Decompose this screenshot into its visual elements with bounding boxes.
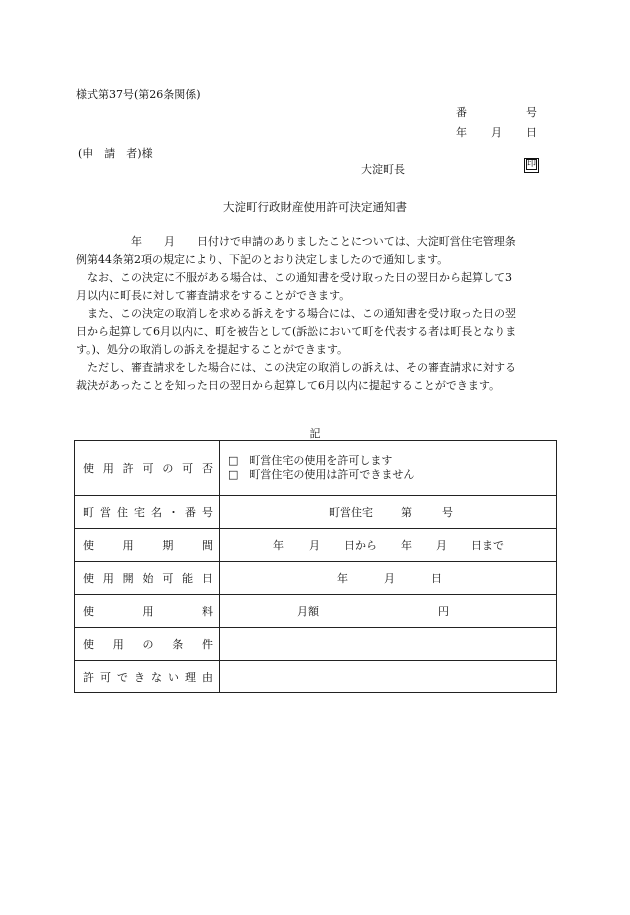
paragraph-line: なお、この決定に不服がある場合は、この通知書を受け取った日の翌日から起算して3 (76, 271, 512, 284)
form-number: 様式第37号(第26条関係) (76, 88, 201, 101)
period-end-day: 日まで (471, 539, 504, 552)
period-value (220, 529, 557, 562)
period-start-month: 月 (309, 539, 320, 552)
body-paragraph-4 (76, 359, 557, 395)
applicant-line: (申 請 者)様 (78, 147, 153, 160)
period-end-year: 年 (401, 539, 412, 552)
housing-label: 町営住宅 (329, 506, 373, 519)
paragraph-line: 裁決があったことを知った日の翌日から起算して6月以内に提起することができます。 (76, 379, 501, 392)
date-day-label: 日 (526, 126, 537, 139)
body-paragraph-2 (76, 269, 557, 305)
option-deny[interactable]: □ 町営住宅の使用は許可できません (228, 468, 415, 481)
table-row (75, 441, 557, 496)
date-year-label: 年 (456, 126, 467, 139)
fee-yen-label: 円 (438, 605, 449, 618)
housing-dai-label: 第 (401, 506, 412, 519)
row-label-permission (75, 441, 220, 496)
row-label-conditions (75, 628, 220, 661)
permission-options (220, 441, 557, 496)
document-title: 大淀町行政財産使用許可決定通知書 (223, 200, 407, 214)
fee-value (220, 595, 557, 628)
paragraph-line: ただし、審査請求をした場合には、この決定の取消しの訴えは、その審査請求に対する (76, 361, 516, 374)
row-label-period (75, 529, 220, 562)
row-label-denial-reason (75, 661, 220, 693)
period-start-day: 日から (344, 539, 377, 552)
row-label-start-date (75, 562, 220, 595)
housing-name-value (220, 496, 557, 529)
table-row (75, 661, 557, 693)
table-row (75, 562, 557, 595)
ki-heading: 記 (309, 427, 321, 440)
label-chars: 許 可 で き な い 理 由 (83, 670, 213, 684)
conditions-value[interactable] (220, 628, 557, 661)
label-chars: 使 用 開 始 可 能 日 (83, 572, 213, 585)
option-permit[interactable]: □ 町営住宅の使用を許可します (228, 454, 393, 467)
label-chars: 使 用 の 条 件 (83, 638, 213, 651)
paragraph-line: 例第44条第2項の規定により、下記のとおり決定しましたので通知します。 (76, 253, 449, 266)
table-row (75, 628, 557, 661)
row-label-fee (75, 595, 220, 628)
seal-mark (524, 158, 539, 173)
body-paragraph-3 (76, 305, 557, 359)
period-start-year: 年 (273, 539, 284, 552)
housing-go-label: 号 (442, 506, 453, 519)
label-chars: 町 営 住 宅 名 ・ 番 号 (83, 506, 213, 519)
denial-reason-value[interactable] (220, 661, 557, 693)
paragraph-line: す。)、処分の取消しの訴えを提起することができます。 (76, 343, 349, 356)
body-paragraph-1 (76, 233, 557, 269)
table-row (75, 595, 557, 628)
paragraph-line: 年 月 日付けで申請のありましたことについては、大淀町営住宅管理条 (76, 235, 516, 248)
paragraph-line: また、この決定の取消しを求める訴えをする場合には、この通知書を受け取った日の翌 (76, 307, 516, 320)
fee-monthly-label: 月額 (297, 605, 319, 618)
mayor-name: 大淀町長 (361, 163, 405, 176)
date-month-label: 月 (491, 126, 502, 139)
start-day: 日 (431, 572, 442, 585)
label-chars: 使 用 料 (83, 605, 213, 618)
table-row (75, 529, 557, 562)
details-table (74, 440, 557, 693)
label-chars: 使 用 期 間 (83, 539, 213, 552)
table-row (75, 496, 557, 529)
label-chars: 使 用 許 可 の 可 否 (83, 462, 213, 475)
start-year: 年 (337, 572, 348, 585)
number-ban-label: 番 (456, 106, 467, 119)
start-date-value (220, 562, 557, 595)
number-go-label: 号 (526, 106, 537, 119)
start-month: 月 (384, 572, 395, 585)
row-label-housing-name (75, 496, 220, 529)
seal-text: 印 (527, 159, 537, 169)
period-end-month: 月 (436, 539, 447, 552)
paragraph-line: 日から起算して6月以内に、町を被告として(訴訟において町を代表する者は町長となりま (76, 325, 517, 338)
paragraph-line: 月以内に町長に対して審査請求をすることができます。 (76, 289, 351, 302)
